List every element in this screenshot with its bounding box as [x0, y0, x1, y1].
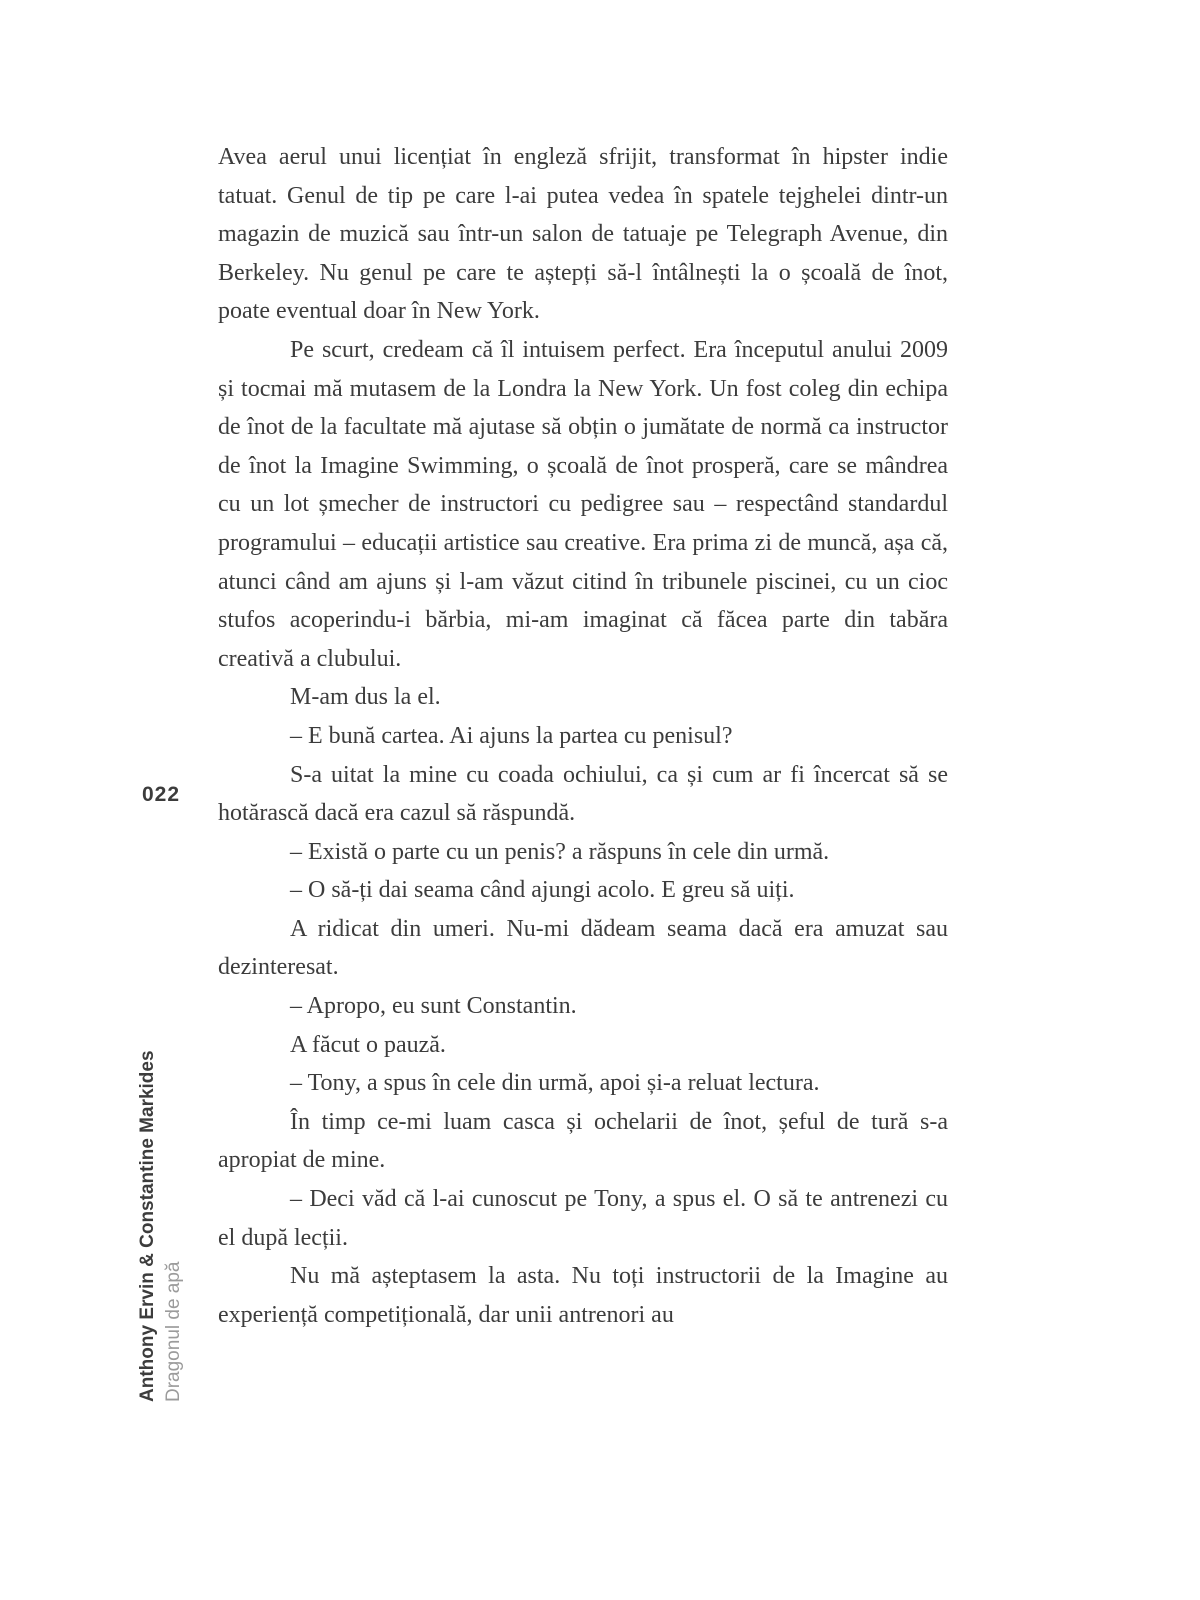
paragraph: Nu mă așteptasem la asta. Nu toți instructorii de la Imagine au experiență competițională, dar unii antrenori au — [218, 1263, 948, 1328]
paragraph: S-a uitat la mine cu coada ochiului, ca și cum ar fi încercat să se hotărască dacă era cazul să răspundă. — [218, 761, 948, 827]
paragraph: – Există o parte cu un penis? a răspuns în cele din urmă. — [290, 838, 830, 865]
paragraph: – E bună cartea. Ai ajuns la partea cu penisul? — [290, 722, 733, 749]
body-text — [218, 138, 948, 1334]
paragraph: M-am dus la el. — [290, 684, 441, 711]
page-number: 022 — [142, 783, 181, 806]
paragraph: – Deci văd că l-ai cunoscut pe Tony, a spus el. O să te antrenezi cu el după lecții. — [218, 1186, 948, 1251]
paragraph: – Apropo, eu sunt Constantin. — [290, 993, 577, 1020]
paragraph: În timp ce-mi luam casca și ochelarii de înot, șeful de tură s-a apropiat de mine. — [218, 1108, 948, 1174]
paragraph: Pe scurt, credeam că îl intuisem perfect. Era începutul anului 2009 și tocmai mă mutasem de la Londra la New York. Un fost coleg din echipa de înot de la facultate mă ajutase să obțin o jumătate de normă ca instructor de înot la Imagine Swimming, o școală de înot prosperă, care se mândrea cu un lot șmecher de instructori cu pedigree sau – respectând standardul programului – educații artistice sau creative. Era prima zi de muncă, așa că, atunci când am ajuns și l-am văzut citind în tribunele piscinei, cu un cioc stufos acoperindu-i bărbia, mi-am imaginat că făcea parte din tabăra creativă a clubului. — [218, 336, 948, 672]
spine-book-title-text: Dragonul de apă — [163, 1261, 184, 1402]
paragraph: – Tony, a spus în cele din urmă, apoi și-a reluat lectura. — [290, 1070, 820, 1097]
paragraph: Avea aerul unui licențiat în engleză sfrijit, transformat în hipster indie tatuat. Genul de tip pe care l-ai putea vedea în spatele tejghelei dintr-un magazin de muzică sau într-un salon de tatuaje pe Telegraph Avenue, din Berkeley. Nu genul pe care te aștepți să-l întâlnești la o școală de înot, poate eventual doar în New York. — [218, 144, 948, 325]
paragraph: A ridicat din umeri. Nu-mi dădeam seama dacă era amuzat sau dezinteresat. — [218, 915, 948, 981]
paragraph: – O să-ți dai seama când ajungi acolo. E greu să uiți. — [290, 877, 795, 904]
spine-author-text: Anthony Ervin & Constantine Markides — [137, 1050, 158, 1402]
paragraph: A făcut o pauză. — [290, 1031, 446, 1058]
